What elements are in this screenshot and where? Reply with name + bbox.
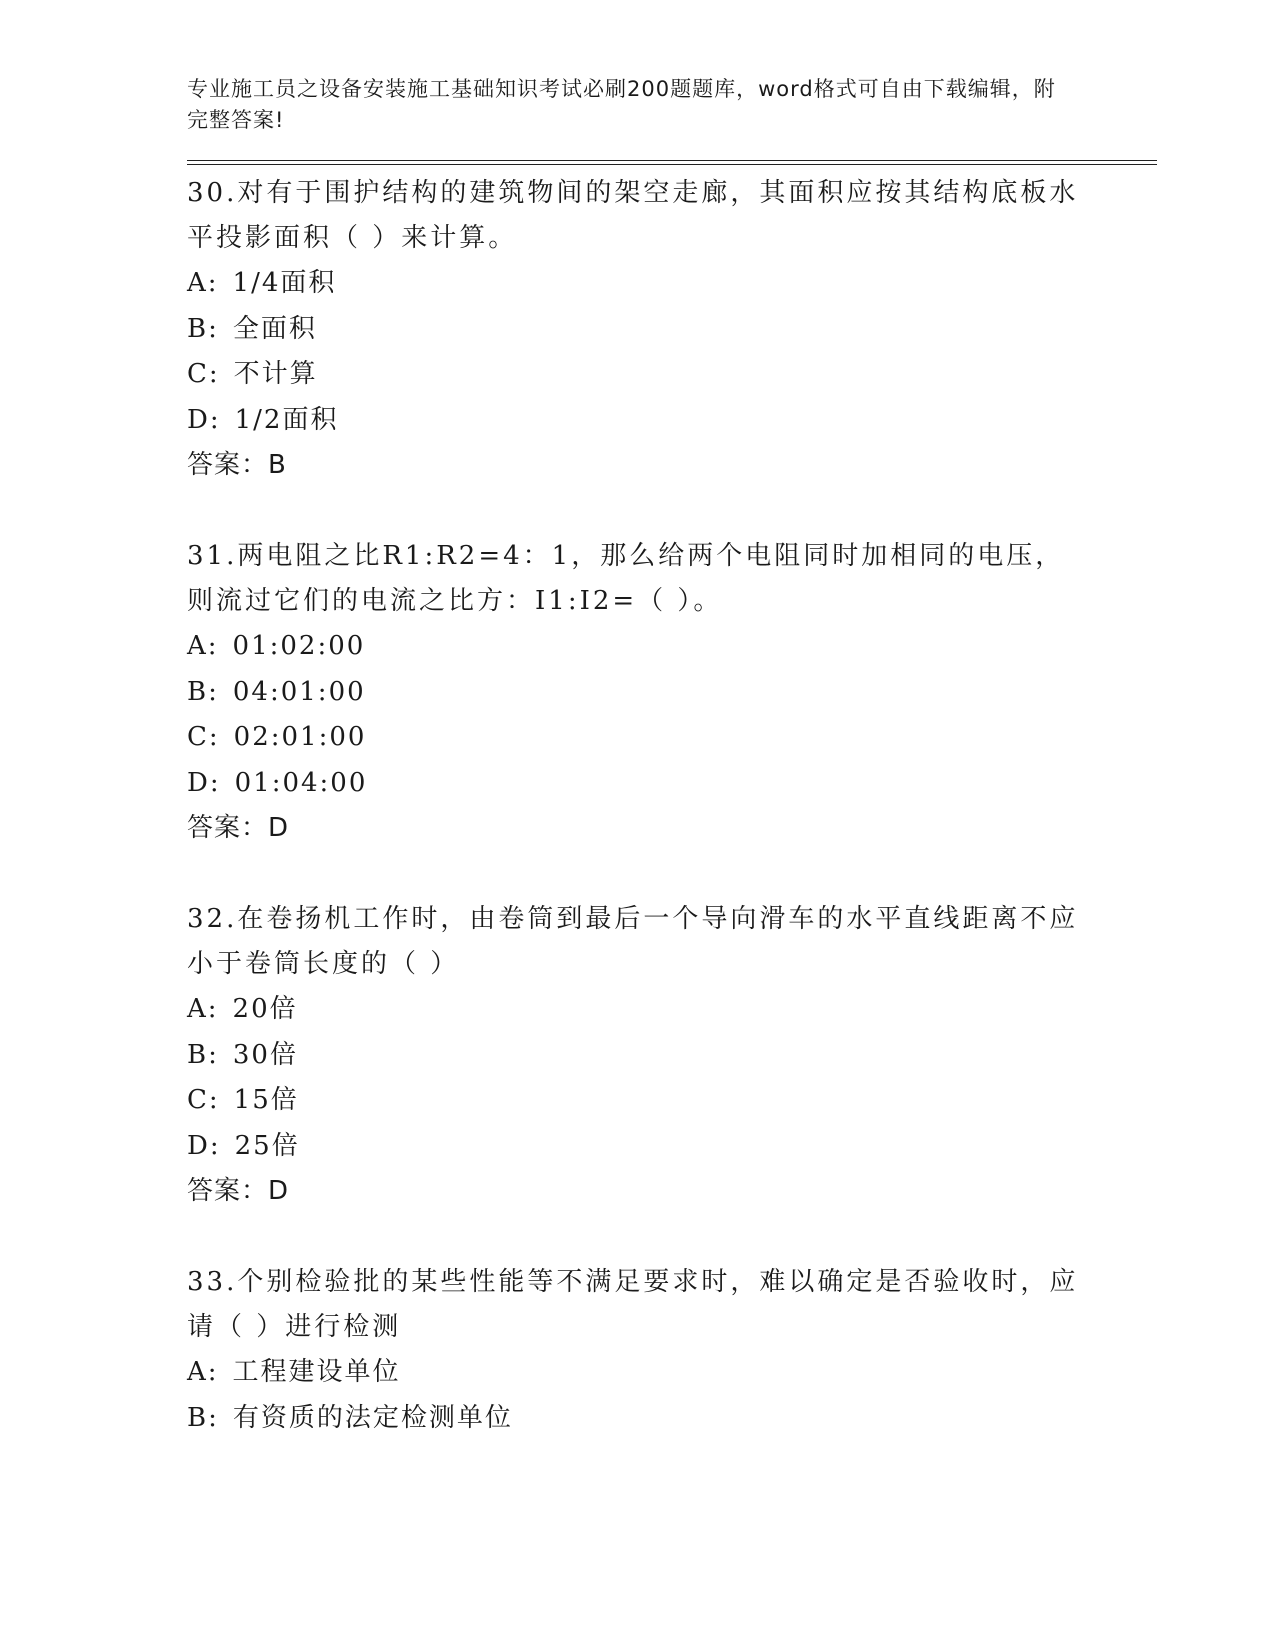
option-text: 1/2面积	[234, 404, 339, 435]
question-32	[187, 897, 1157, 1214]
option-text: 15倍	[233, 1085, 299, 1115]
option-a	[187, 624, 1157, 670]
option-letter: D:	[187, 767, 221, 798]
option-letter: B:	[187, 313, 219, 344]
option-letter: C:	[187, 722, 220, 752]
question-stem: 30.对有于围护结构的建筑物间的架空走廊，其面积应按其结构底板水平投影面积（ ）来计算。	[187, 178, 1079, 253]
option-text: 20倍	[232, 994, 298, 1024]
answer-line: 答案：D	[187, 813, 290, 843]
option-text: 30倍	[232, 1039, 298, 1070]
option-b	[187, 1033, 1157, 1079]
option-letter: B:	[187, 676, 219, 707]
option-letter: A:	[187, 1357, 219, 1387]
option-letter: C:	[187, 359, 220, 389]
question-30	[187, 171, 1157, 488]
option-b	[187, 307, 1157, 353]
option-c	[187, 1078, 1157, 1124]
document-page	[187, 74, 1157, 1487]
option-letter: A:	[187, 631, 219, 661]
document-header: 专业施工员之设备安装施工基础知识考试必刷200题题库，word格式可自由下载编辑，附完整答案!	[187, 77, 1056, 132]
option-text: 不计算	[233, 359, 318, 389]
answer-line: 答案：B	[187, 450, 287, 480]
option-text: 25倍	[234, 1130, 300, 1161]
option-b	[187, 1396, 1157, 1442]
option-a	[187, 261, 1157, 307]
option-d	[187, 1124, 1157, 1170]
option-a	[187, 987, 1157, 1033]
option-b	[187, 670, 1157, 716]
option-text: 01:04:00	[234, 767, 368, 798]
question-stem: 33.个别检验批的某些性能等不满足要求时，难以确定是否验收时，应请（ ）进行检测	[187, 1267, 1079, 1342]
option-letter: B:	[187, 1402, 219, 1433]
option-c	[187, 352, 1157, 398]
option-letter: B:	[187, 1039, 219, 1070]
option-letter: C:	[187, 1085, 220, 1115]
question-31	[187, 534, 1157, 851]
question-list	[187, 171, 1157, 1441]
option-letter: D:	[187, 1130, 221, 1161]
option-d	[187, 398, 1157, 444]
option-letter: D:	[187, 404, 221, 435]
option-letter: A:	[187, 268, 219, 298]
question-stem: 32.在卷扬机工作时，由卷筒到最后一个导向滑车的水平直线距离不应小于卷筒长度的（ ）	[187, 904, 1079, 979]
option-text: 有资质的法定检测单位	[232, 1402, 513, 1433]
option-text: 04:01:00	[232, 676, 366, 707]
option-text: 全面积	[232, 313, 317, 344]
answer-line: 答案：D	[187, 1176, 290, 1206]
option-text: 1/4面积	[232, 268, 337, 298]
question-stem: 31.两电阻之比R1:R2=4：1，那么给两个电阻同时加相同的电压，则流过它们的电流之比方：I1:I2=（ ）。	[187, 541, 1065, 616]
option-text: 01:02:00	[232, 631, 366, 661]
option-letter: A:	[187, 994, 219, 1024]
option-a	[187, 1350, 1157, 1396]
option-d	[187, 761, 1157, 807]
option-text: 工程建设单位	[232, 1357, 401, 1387]
header-divider	[187, 160, 1157, 165]
question-33	[187, 1260, 1157, 1441]
option-c	[187, 715, 1157, 761]
option-text: 02:01:00	[233, 722, 367, 752]
